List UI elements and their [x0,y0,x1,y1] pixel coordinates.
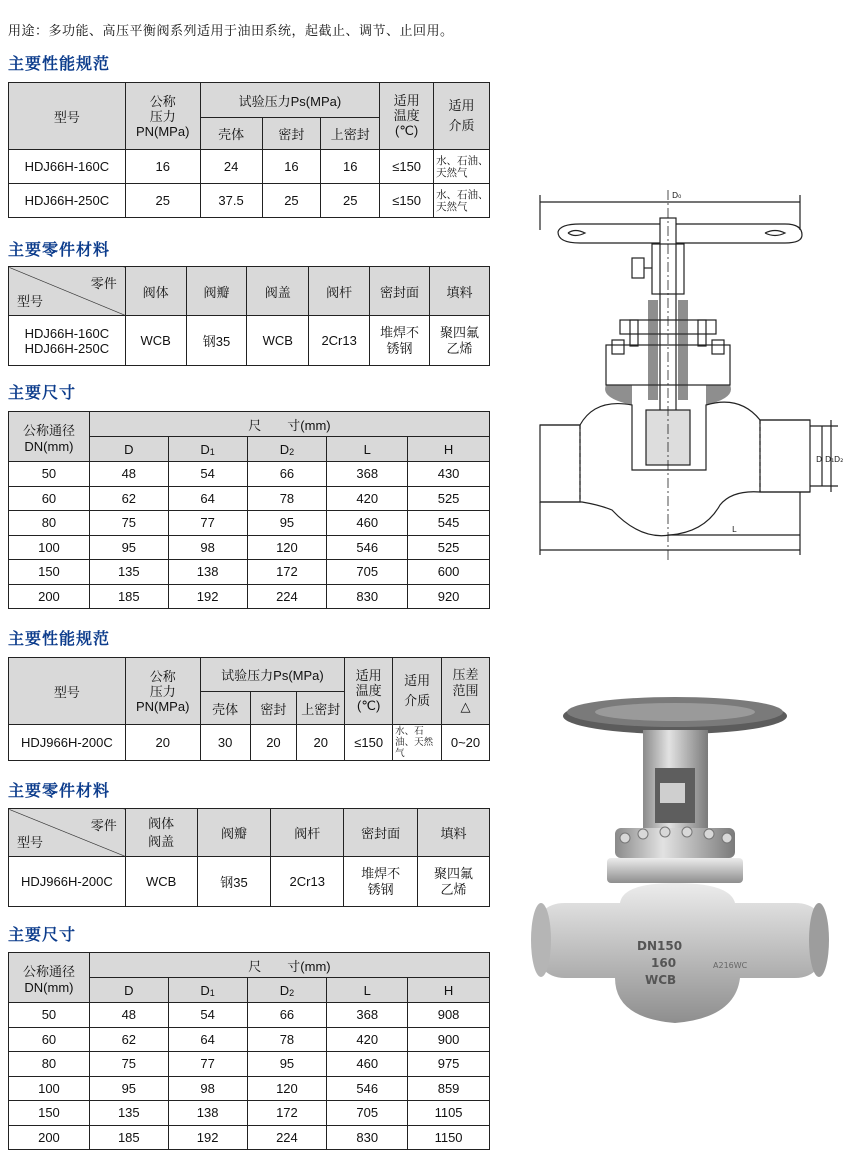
header-dn: 公称通径 DN(mm) [9,412,90,462]
table-cell: 192 [168,584,247,609]
table-cell: 172 [247,1101,327,1126]
table-row [9,462,490,487]
table-cell: 920 [408,584,490,609]
table-cell: 100 [9,1076,90,1101]
table-cell: 830 [327,1125,408,1150]
table-cell: 975 [408,1052,490,1077]
table-cell: 138 [168,560,247,585]
label-d: D [816,455,823,464]
valve-technical-drawing [520,180,844,570]
table-cell: 185 [89,584,168,609]
table-cell: 420 [327,1027,408,1052]
table-cell: 224 [247,1125,327,1150]
table-row [9,1101,490,1126]
section-title-performance: 主要性能规范 [8,54,111,73]
cast-mark-material: WCB [645,973,677,987]
table-cell: 120 [247,1076,327,1101]
table-row [9,1125,490,1150]
table-cell: 98 [168,1076,247,1101]
table-cell: 908 [408,1003,490,1028]
table-cell: 95 [247,1052,327,1077]
table-row [9,584,490,609]
cast-mark-code: A216WC [713,961,748,970]
header-seal: 密封 [262,118,321,150]
table-row [9,1052,490,1077]
table-cell: 135 [89,1101,168,1126]
header-shell: 壳体 [200,118,262,150]
label-d2: D₂ [834,455,844,464]
table-cell: 150 [9,1101,90,1126]
header-model: 型号 [9,83,126,150]
label-d0: D₀ [672,191,682,200]
table-cell: 705 [327,560,408,585]
header-pn: 公称压力 PN(MPa) [125,83,200,150]
header-body: 阀体 [125,267,186,316]
table-cell: 60 [9,1027,90,1052]
header-medium: 适用介质 [434,83,490,150]
table-row: HDJ66H-250C 25 37.5 25 25 ≤150 水、石油、天然气 [9,184,490,218]
table-cell: 200 [9,1125,90,1150]
table-row: HDJ966H-200C 20 30 20 20 ≤150 水、石油、天然气 0~20 [9,725,490,761]
header-bonnet: 阀盖 [247,267,309,316]
table-row [9,560,490,585]
table-cell: 75 [89,1052,168,1077]
usage-text: 用途：多功能、高压平衡阀系列适用于油田系统，起截止、调节、止回用。 [8,24,454,39]
header-seal-face: 密封面 [370,267,430,316]
table-cell: 48 [89,462,168,487]
dimensions-table-2: 公称通径 DN(mm) 尺 寸(mm) D $D_1$ $D_2$ L H 50 48 54 66 368 908 60 62 64 78 420 900 80 75 77 95 460 975 100 95 98 120 546 859 150 135 138 172 705 1105 200 185 192 224 830 1150 [8,952,490,1150]
table-row: HDJ966H-200C WCB 钢35 2Cr13 堆焊不锈钢 聚四氟乙烯 [9,857,490,907]
table-cell: 64 [168,486,247,511]
table-row [9,535,490,560]
label-l: L [732,525,737,534]
table-cell: 62 [89,1027,168,1052]
table-cell: 80 [9,511,90,536]
header-temp: 适用温度 (℃) [345,658,393,725]
cast-mark-pn: 160 [651,956,677,970]
header-diagonal: 零件 型号 [9,267,126,316]
table-cell: 135 [89,560,168,585]
table-cell: 192 [168,1125,247,1150]
header-medium: 适用介质 [393,658,442,725]
table-row: HDJ66H-160C HDJ66H-250C WCB 钢35 WCB 2Cr13 堆焊不锈钢 聚四氟乙烯 [9,316,490,366]
table-cell: 95 [89,535,168,560]
table-cell: 1150 [408,1125,490,1150]
table-cell: 50 [9,1003,90,1028]
table-row [9,1003,490,1028]
table-cell: 66 [247,462,327,487]
table-row: HDJ66H-160C 16 24 16 16 ≤150 水、石油、天然气 [9,150,490,184]
section-title-materials: 主要零件材料 [8,240,111,259]
table-cell: 430 [408,462,490,487]
table-cell: 460 [327,1052,408,1077]
performance-table-1 [8,82,490,218]
table-cell: 172 [247,560,327,585]
table-row [9,511,490,536]
table-cell: 859 [408,1076,490,1101]
table-cell: 224 [247,584,327,609]
materials-table-1 [8,266,490,366]
table-cell: 525 [408,486,490,511]
table-cell: 95 [89,1076,168,1101]
table-cell: 900 [408,1027,490,1052]
table-cell: 420 [327,486,408,511]
header-disc: 阀瓣 [186,267,247,316]
table-cell: 80 [9,1052,90,1077]
header-test-pressure: 试验压力Ps(MPa) [200,83,380,118]
table-cell: 78 [247,486,327,511]
table-cell: 64 [168,1027,247,1052]
table-row [9,1076,490,1101]
table-cell: 62 [89,486,168,511]
table-row [9,1027,490,1052]
cast-mark-dn: DN150 [637,939,683,953]
table-cell: 75 [89,511,168,536]
table-cell: 54 [168,1003,247,1028]
valve-photo [525,688,845,1063]
dimensions-table-1: 公称通径 DN(mm) 尺 寸(mm) D $D_1$ $D_2$ L H 50 48 54 66 368 430 60 62 64 78 420 525 80 75 77 95 460 545 100 95 98 120 546 525 150 135 138 172 705 600 200 185 192 224 830 920 [8,411,490,609]
table-cell: 54 [168,462,247,487]
header-pn: 公称压力 PN(MPa) [125,658,200,725]
header-size: 尺 寸(mm) [89,412,489,437]
section-title-materials-2: 主要零件材料 [8,781,111,800]
table-cell: 600 [408,560,490,585]
table-cell: 95 [247,511,327,536]
table-cell: 546 [327,1076,408,1101]
table-cell: 120 [247,535,327,560]
table-cell: 50 [9,462,90,487]
table-cell: 78 [247,1027,327,1052]
table-cell: 98 [168,535,247,560]
header-test-pressure: 试验压力Ps(MPa) [200,658,345,692]
header-stem: 阀杆 [309,267,370,316]
header-packing: 填料 [430,267,490,316]
table-cell: 368 [327,462,408,487]
table-cell: 525 [408,535,490,560]
table-cell: 48 [89,1003,168,1028]
table-cell: 77 [168,1052,247,1077]
table-cell: 705 [327,1101,408,1126]
table-cell: 185 [89,1125,168,1150]
section-title-performance-2: 主要性能规范 [8,629,111,648]
table-cell: 545 [408,511,490,536]
table-cell: 60 [9,486,90,511]
label-d1: D₁ [825,455,835,464]
header-temp: 适用温度 (℃) [380,83,434,150]
section-title-dimensions-2: 主要尺寸 [8,925,77,944]
table-cell: 150 [9,560,90,585]
header-model: 型号 [9,658,126,725]
table-cell: 368 [327,1003,408,1028]
materials-table-2: 零件 型号 阀体阀盖 阀瓣 阀杆 密封面 填料 HDJ966H-200C WCB 钢35 2Cr13 堆焊不锈钢 聚四氟乙烯 [8,808,490,907]
table-cell: 200 [9,584,90,609]
header-upper-seal: 上密封 [321,118,380,150]
header-pressure-diff: 压差范围 △ [442,658,490,725]
table-cell: 546 [327,535,408,560]
table-cell: 77 [168,511,247,536]
table-cell: 830 [327,584,408,609]
table-cell: 460 [327,511,408,536]
table-row [9,486,490,511]
section-title-dimensions: 主要尺寸 [8,383,77,402]
table-cell: 100 [9,535,90,560]
header-diagonal: 零件 型号 [9,809,126,857]
performance-table-2: 型号 公称压力 PN(MPa) 试验压力Ps(MPa) 适用温度 (℃) 适用介质 压差范围 △ 壳体 密封 上密封 HDJ966H-200C 20 30 20 20 ≤150 水、石油、天然气 0~20 [8,657,490,761]
table-cell: 1105 [408,1101,490,1126]
table-cell: 138 [168,1101,247,1126]
table-cell: 66 [247,1003,327,1028]
